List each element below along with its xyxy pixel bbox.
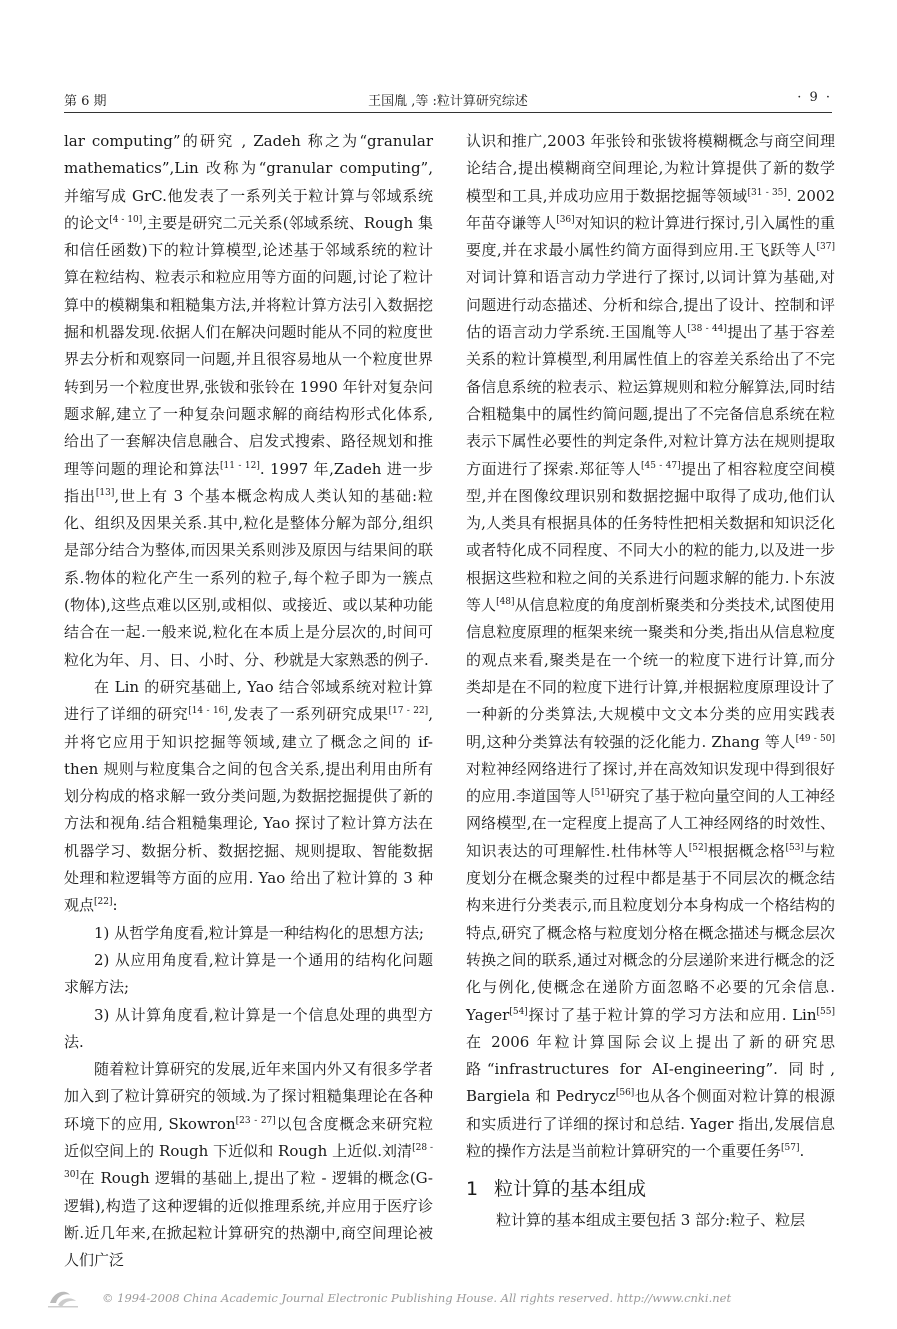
citation: [11 - 12] [219,460,260,471]
running-title: 王国胤 ,等 :粒计算研究综述 [368,94,528,109]
citation: [49 - 50] [795,733,835,744]
citation: [23 - 27] [235,1115,276,1126]
page-number: · 9 · [797,90,832,105]
list-item: 3) 从计算角度看,粒计算是一个信息处理的典型方法. [64,1005,433,1051]
right-paragraph-1: 认识和推广,2003 年张铃和张钹将模糊概念与商空间理论结合,提出模糊商空间理论,为粒计算提供了新的数学模型和工具,并成功应用于数据挖掘等领域[31 - 35]. 2002 年苗夺谦等人[36]对知识的粒计算进行探讨,引入属性的重要度,并在求最小属性约简方面得到应用.王飞跃等人[37]对词计算和语言动力学进行了探讨,以词计算为基础,对问题进行动态描述、分析和综合,提出了设计、控制和评估的语言动力学系统.王国胤等人[38 - 44]提出了基于容差关系的粒计算模型,利用属性值上的容差关系给出了不完备信息系统的粒表示、粒运算规则和粒分解算法,同时结合粗糙集中的属性约简问题,提出了不完备信息系统在粒表示下属性必要性的判定条件,对粒计算方法在规则提取方面进行了探索.郑征等人[45 - 47]提出了相容粒度空间模型,并在图像纹理识别和数据挖掘中取得了成功,他们认为,人类具有根据具体的任务特性把相关数据和知识泛化或者特化成不同程度、不同大小的粒的能力,以及进一步根据这些粒和粒之间的关系进行问题求解的能力.卜东波等人[48]从信息粒度的角度剖析聚类和分类技术,试图使用信息粒度原理的框架来统一聚类和分类,指出从信息粒度的观点来看,聚类是在一个统一的粒度下进行计算,而分类却是在不同的粒度下进行计算,并根据粒度原理设计了一种新的分类算法,大规模中文文本分类的应用实践表明,这种分类算法有较强的泛化能力. Zhang 等人[49 - 50]对粒神经网络进行了探讨,并在高效知识发现中得到很好的应用.李道国等人[51]研究了基于粒向量空间的人工神经网络模型,在一定程度上提高了人工神经网络的时效性、知识表达的可理解性.杜伟林等人[52]根据概念格[53]与粒度划分在概念聚类的过程中都是基于不同层次的概念结构来进行分类表示,而且粒度划分本身构成一个格结构的特点,研究了概念格与粒度划分格在概念描述与概念层次转换之间的联系,通过对概念的分层递阶来进行概念的泛化与例化,使概念在递阶方面忽略不必要的冗余信息. Yager[54]探讨了基于粒计算的学习方法和应用. Lin[55]在 2006 年粒计算国际会议上提出了新的研究思路“infrastructures for AI-engineering”. 同时, Bargiela 和 Pedrycz[56]也从各个侧面对粒计算的根源和实质进行了详细的探讨和总结. Yager 指出,发展信息粒的操作方法是当前粒计算研究的一个重要任务[57]. [466,132,835,1160]
citation: [56] [615,1088,635,1099]
citation: [55] [816,1006,835,1017]
page-footer [46,1287,846,1311]
left-paragraph-3: 随着粒计算研究的发展,近年来国内外又有很多学者加入到了粒计算研究的领域.为了探讨粗糙集理论在各种环境下的应用, Skowron[23 - 27]以包含度概念来研究粒近似空间上的 Rough 下近似和 Rough 上近似.刘清[28 - 30]在 Rough 逻辑的基础上,提出了粒 - 逻辑的概念(G-逻辑),构造了这种逻辑的近似推理系统,并应用于医疗诊断.近几年来,在掀起粒计算研究的热潮中,商空间理论被人们广泛 [64,1060,433,1270]
citation: [13] [95,487,115,498]
running-header [64,90,832,114]
section-heading [466,1173,835,1205]
citation: [51] [591,788,610,799]
citation: [57] [781,1142,800,1153]
citation: [17 - 22] [388,706,429,717]
section-intro: 粒计算的基本组成主要包括 3 部分:粒子、粒层 [496,1211,806,1230]
left-column [64,128,433,1274]
left-paragraph-1: lar computing”的研究 , Zadeh 称之为“granular mathematics”,Lin 改称为“granular computing”,并缩写成 GrC.他发表了一系列关于粒计算与邻域系统的论文[4 - 10],主要是研究二元关系(邻域系统、Rough 集和信任函数)下的粒计算模型,论述基于邻域系统的粒计算在粒结构、粒表示和粒应用等方面的问题,讨论了粒计算中的模糊集和粗糙集方法,并将粒计算方法引入数据挖掘和机器发现.依据人们在解决问题时能从不同的粒度世界去分析和观察同一问题,并且很容易地从一个粒度世界转到另一个粒度世界,张钹和张铃在 1990 年针对复杂问题求解,建立了一种复杂问题求解的商结构形式化体系,给出了一套解决信息融合、启发式搜索、路径规划和推理等问题的理论和算法[11 - 12]. 1997 年,Zadeh 进一步指出[13],世上有 3 个基本概念构成人类认知的基础:粒化、组织及因果关系.其中,粒化是整体分解为部分,组织是部分结合为整体,而因果关系则涉及原因与结果间的联系.物体的粒化产生一系列的粒子,每个粒子即为一簇点(物体),这些点难以区别,或相似、或接近、或以某种功能结合在一起.一般来说,粒化在本质上是分层次的,时间可粒化为年、月、日、小时、分、秒就是大家熟悉的例子. [64,132,433,669]
right-column [466,128,835,1235]
list-item: 2) 从应用角度看,粒计算是一个通用的结构化问题求解方法; [64,950,433,997]
issue-number: 第 6 期 [64,94,107,109]
left-paragraph-2: 在 Lin 的研究基础上, Yao 结合邻域系统对粒计算进行了详细的研究[14 - 16],发表了一系列研究成果[17 - 22],并将它应用于知识挖掘等领域,建立了概念之间的 if-then 规则与粒度集合之间的包含关系,提出利用由所有划分构成的格求解一致分类问题,为数据挖掘提供了新的方法和视角.结合粗糙集理论, Yao 探讨了粒计算方法在机器学习、数据分析、数据挖掘、规则提取、智能数据处理和粒逻辑等方面的应用. Yao 给出了粒计算的 3 种观点[22]: [64,677,433,915]
citation: [54] [509,1006,528,1017]
copyright-notice: © 1994-2008 China Academic Journal Electronic Publishing House. All rights reserved. http://www.cnki.net [102,1291,732,1305]
list-item: 1) 从哲学角度看,粒计算是一种结构化的思想方法; [94,923,424,942]
citation: [53] [785,842,804,853]
header-rule [64,112,832,113]
section-title: 粒计算的基本组成 [494,1178,647,1201]
citation: [36] [556,214,575,225]
citation: [52] [688,842,708,853]
citation: [4 - 10] [109,214,143,225]
citation: [37] [816,242,835,253]
citation: [14 - 16] [188,706,228,717]
citation: [38 - 44] [687,324,727,335]
citation: [48] [496,597,515,608]
citation: [45 - 47] [641,460,681,471]
citation: [31 - 35] [747,187,787,198]
section-number: 1 [466,1178,479,1201]
citation: [22] [94,897,113,908]
cnki-logo-icon [46,1287,80,1309]
citation: [28 - 30] [64,1142,433,1181]
